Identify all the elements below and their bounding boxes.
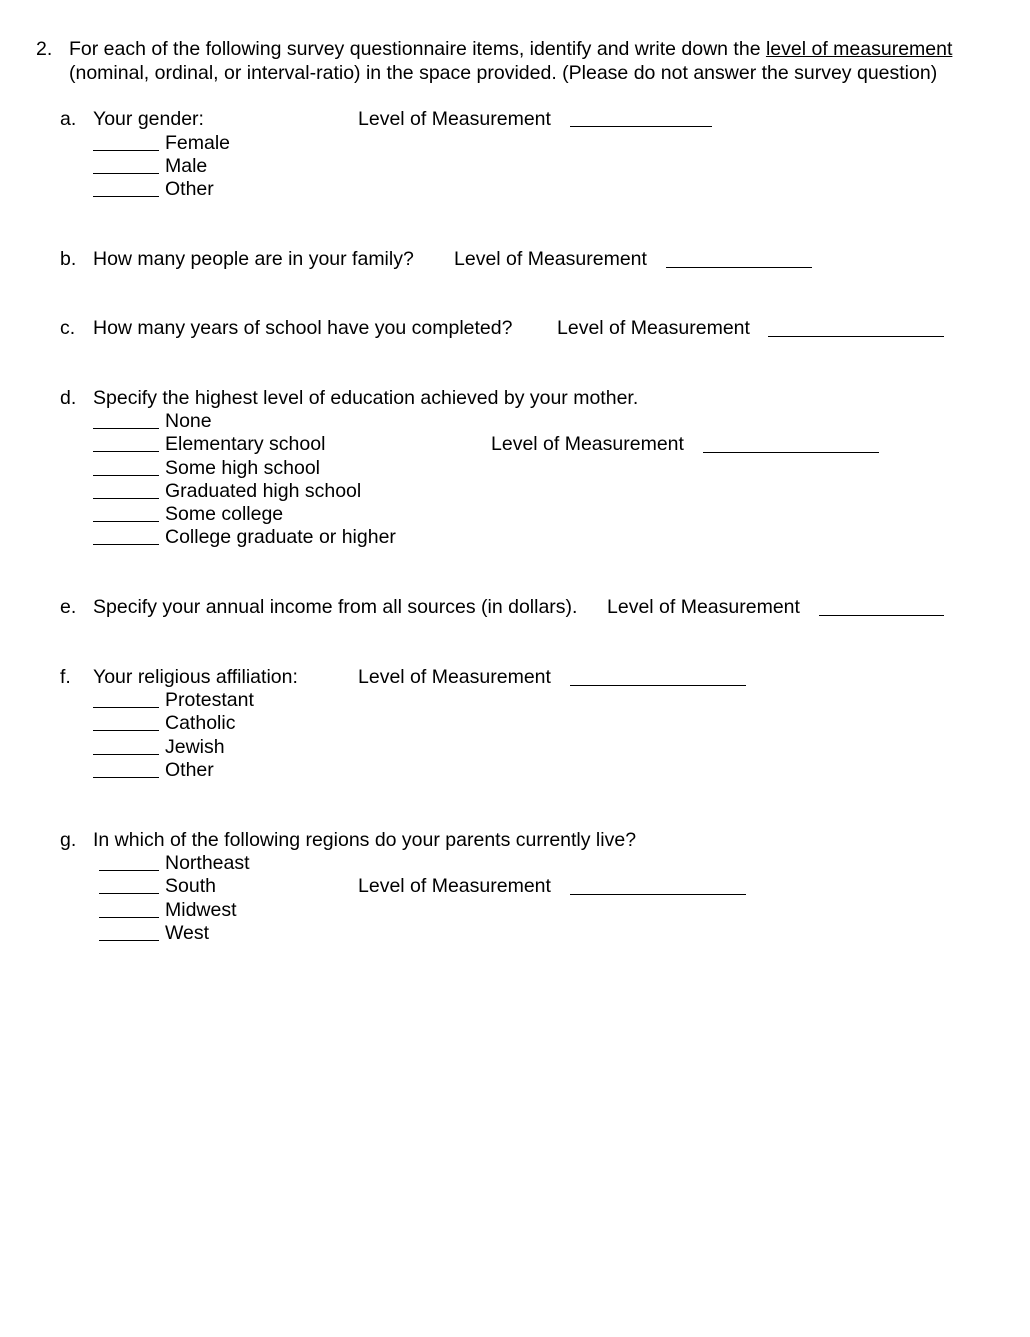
item-a-lom-label: Level of Measurement: [358, 108, 551, 130]
option-blank[interactable]: [99, 852, 159, 871]
item-b-question: How many people are in your family?: [93, 248, 414, 270]
item-f-lom-label: Level of Measurement: [358, 666, 551, 688]
item-a-option: Male: [165, 155, 208, 177]
option-blank[interactable]: [93, 457, 159, 476]
item-d-question: Specify the highest level of education achieved by your mother.: [93, 387, 639, 409]
option-blank[interactable]: [93, 736, 159, 755]
item-g-option: Northeast: [165, 852, 250, 874]
item-g-letter: g.: [60, 829, 77, 851]
item-f-option: Protestant: [165, 689, 254, 711]
item-f-answer-blank[interactable]: [570, 667, 746, 686]
item-d-option: College graduate or higher: [165, 526, 396, 548]
question-number: 2.: [36, 38, 53, 60]
option-blank[interactable]: [99, 875, 159, 894]
item-g-question: In which of the following regions do your parents currently live?: [93, 829, 637, 851]
item-a-letter: a.: [60, 108, 77, 130]
item-g-option: South: [165, 875, 216, 897]
item-d-option: Graduated high school: [165, 480, 362, 502]
item-d-option: Some high school: [165, 457, 321, 479]
item-d-answer-blank[interactable]: [703, 434, 879, 453]
item-d-option: Elementary school: [165, 433, 326, 455]
item-c-lom-label: Level of Measurement: [557, 317, 750, 339]
option-blank[interactable]: [99, 899, 159, 918]
item-e-letter: e.: [60, 596, 77, 618]
option-blank[interactable]: [93, 480, 159, 499]
item-f-question: Your religious affiliation:: [93, 666, 298, 688]
item-b-lom-label: Level of Measurement: [454, 248, 647, 270]
item-a-option: Female: [165, 132, 231, 154]
item-g-lom-label: Level of Measurement: [358, 875, 551, 897]
item-d-lom-label: Level of Measurement: [491, 433, 684, 455]
item-d-option: Some college: [165, 503, 284, 525]
instruction-text: For each of the following survey questionnaire items, identify and write down the: [69, 38, 766, 60]
instruction-line-2: (nominal, ordinal, or interval-ratio) in the space provided. (Please do not answer the survey question): [69, 62, 938, 84]
item-c-question: How many years of school have you completed?: [93, 317, 513, 339]
item-a-option: Other: [165, 178, 214, 200]
item-a-question: Your gender:: [93, 108, 204, 130]
instruction-line-1: [69, 38, 952, 61]
option-blank[interactable]: [93, 689, 159, 708]
item-b-answer-blank[interactable]: [666, 249, 812, 268]
level-of-measurement-term: level of measurement: [765, 38, 953, 60]
item-g-answer-blank[interactable]: [570, 876, 746, 895]
option-blank[interactable]: [93, 759, 159, 778]
item-g-option: West: [165, 922, 210, 944]
option-blank[interactable]: [93, 178, 159, 197]
option-blank[interactable]: [93, 503, 159, 522]
item-d-letter: d.: [60, 387, 77, 409]
item-d-option: None: [165, 410, 212, 432]
item-e-question: Specify your annual income from all sources (in dollars).: [93, 596, 578, 618]
item-a-answer-blank[interactable]: [570, 108, 712, 127]
option-blank[interactable]: [93, 132, 159, 151]
item-f-letter: f.: [60, 666, 71, 688]
option-blank[interactable]: [93, 526, 159, 545]
item-g-option: Midwest: [165, 899, 237, 921]
item-c-answer-blank[interactable]: [768, 318, 944, 337]
item-e-answer-blank[interactable]: [819, 597, 944, 616]
option-blank[interactable]: [93, 712, 159, 731]
item-b-letter: b.: [60, 248, 77, 270]
option-blank[interactable]: [93, 410, 159, 429]
option-blank[interactable]: [99, 922, 159, 941]
option-blank[interactable]: [93, 433, 159, 452]
item-e-lom-label: Level of Measurement: [607, 596, 800, 618]
item-f-option: Jewish: [165, 736, 225, 758]
item-f-option: Catholic: [165, 712, 236, 734]
option-blank[interactable]: [93, 155, 159, 174]
item-f-option: Other: [165, 759, 214, 781]
item-c-letter: c.: [60, 317, 76, 339]
